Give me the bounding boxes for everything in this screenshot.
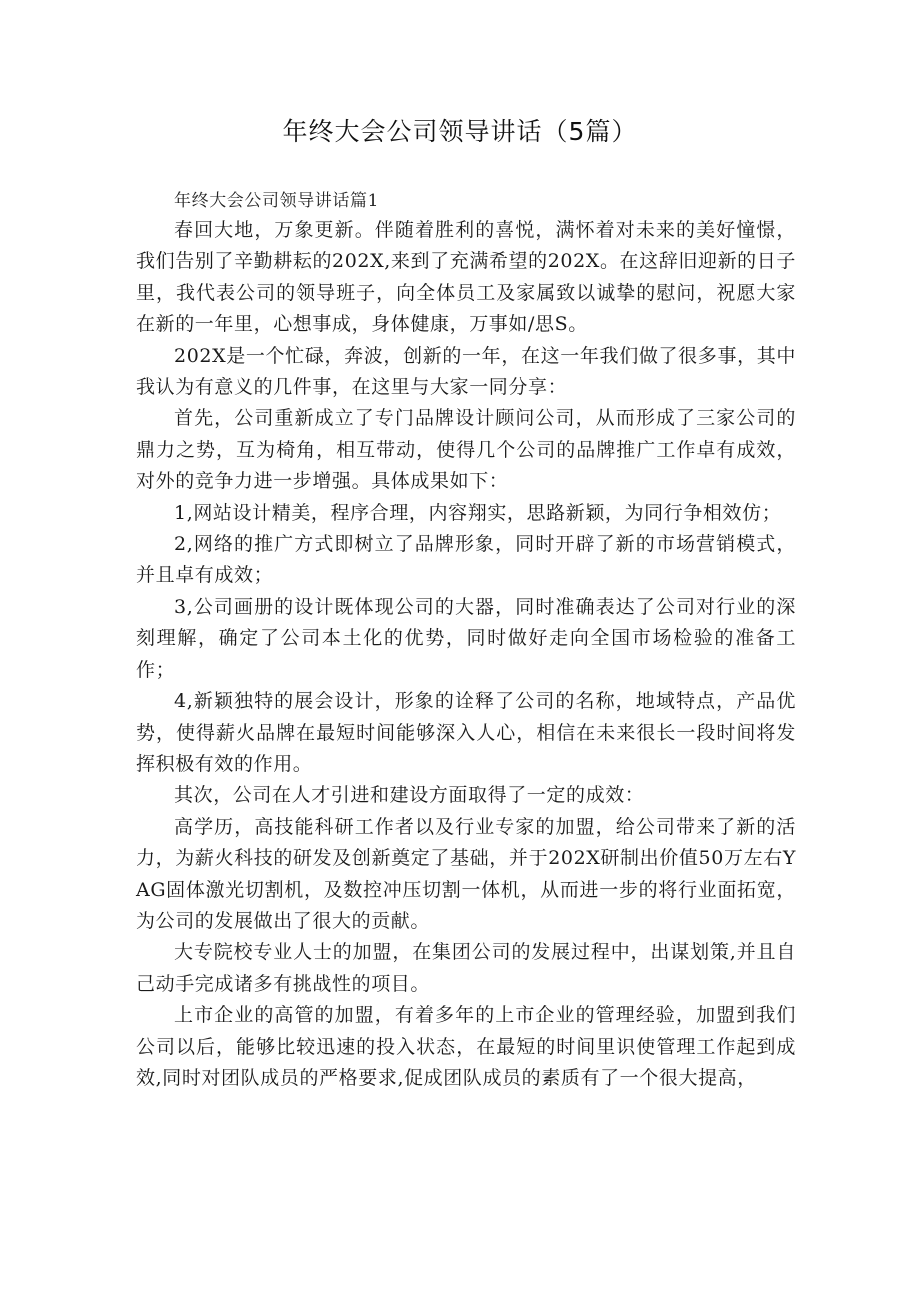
list-item-brochure: 3,公司画册的设计既体现公司的大器，同时准确表达了公司对行业的深刻理解，确定了公司本土化的优势，同时做好走向全国市场检验的准备工作； [136,595,796,681]
list-item-website: 1,网站设计精美，程序合理，内容翔实，思路新颖，为同行争相效仿； [174,501,782,524]
paragraph-talent-intro: 其次，公司在人才引进和建设方面取得了一定的成效： [174,784,645,807]
paragraph-executives: 上市企业的高管的加盟，有着多年的上市企业的管理经验，加盟到我们公司以后，能够比较迅速的投入状态，在最短的时间里识使管理工作起到成效,同时对团队成员的严格要求,促成团队成员的素质有了一个很大提高， [136,1004,796,1089]
document-body [136,187,796,1094]
section-heading: 年终大会公司领导讲话篇1 [174,191,380,211]
paragraph-year-summary: 202X是一个忙碌，奔波，创新的一年，在这一年我们做了很多事，其中我认为有意义的几件事，在这里与大家一同分享： [136,344,796,399]
paragraph-brand-company: 首先，公司重新成立了专门品牌设计顾问公司，从而形成了三家公司的鼎力之势，互为椅角，相互带动，使得几个公司的品牌推广工作卓有成效，对外的竞争力进一步增强。具体成果如下： [136,407,796,493]
list-item-exhibition: 4,新颖独特的展会设计，形象的诠释了公司的名称，地域特点，产品优势，使得薪火品牌在最短时间能够深入人心，相信在未来很长一段时间将发挥积极有效的作用。 [136,690,796,775]
list-item-network-promotion: 2,网络的推广方式即树立了品牌形象，同时开辟了新的市场营销模式，并且卓有成效； [136,533,796,587]
document-title: 年终大会公司领导讲话（5篇） [282,117,638,146]
paragraph-researchers: 高学历，高技能科研工作者以及行业专家的加盟，给公司带来了新的活力，为薪火科技的研发及创新奠定了基础，并于202X研制出价值50万左右YAG固体激光切割机，及数控冲压切割一体机，从而进一步的将行业面拓宽，为公司的发展做出了很大的贡献。 [136,815,796,932]
paragraph-opening-greeting: 春回大地，万象更新。伴随着胜利的喜悦，满怀着对未来的美好憧憬，我们告别了辛勤耕耘的202X,来到了充满希望的202X。在这辞旧迎新的日子里，我代表公司的领导班子，向全体员工及家属致以诚挚的慰问，祝愿大家在新的一年里，心想事成，身体健康，万事如/思S。 [136,219,796,336]
paragraph-college-professionals: 大专院校专业人士的加盟，在集团公司的发展过程中，出谋划策,并且自己动手完成诸多有挑战性的项目。 [136,941,796,995]
